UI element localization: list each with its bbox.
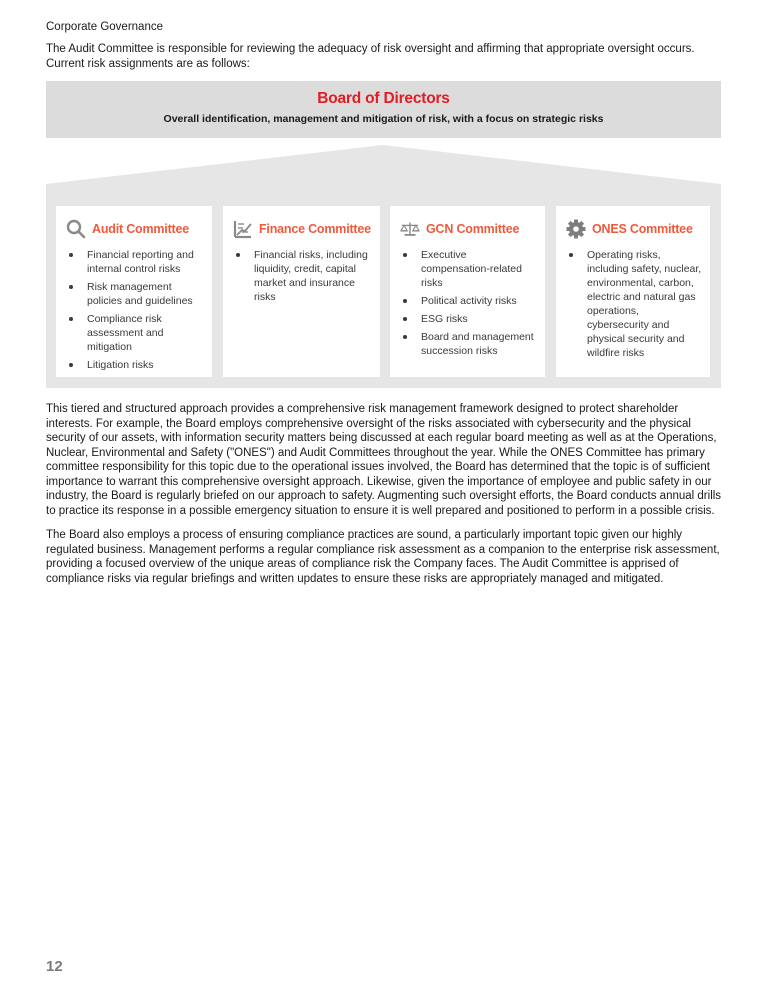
board-title: Board of Directors (317, 90, 450, 107)
committee-card-finance (223, 206, 380, 377)
intro-paragraph: The Audit Committee is responsible for reviewing the adequacy of risk oversight and affirming that appropriate oversight occurs. Current risk assignments are as follows: (46, 43, 695, 70)
risk-list (66, 248, 204, 372)
body-paragraph-1: This tiered and structured approach provides a comprehensive risk management framework designed to protect shareholder interests. For example, the Board employs comprehensive oversight of the risks associated with cybersecurity and the physical security of our assets, with information security matters being discussed at each regular board meeting as well as at the Operations, Nuclear, Environmental and Safety ("ONES") and Audit Committees throughout the year. While the ONES Committee has primary committee responsibility for this topic due to the operational issues involved, the Board has determined that the topic is of sufficient importance to warrant this comprehensive oversight approach. Likewise, given the importance of employee and public safety in our industry, the Board is regularly briefed on our approach to safety. Augmenting such oversight efforts, the Board conducts annual drills to practice its response in a possible emergency situation to ensure it is well prepared and positioned to perform in a possible crisis. (46, 403, 722, 517)
committee-title: GCN Committee (426, 222, 520, 236)
risk-item: Financial risks, including liquidity, credit, capital market and insurance risks (233, 248, 372, 304)
committee-header (566, 218, 702, 240)
committee-card-audit (56, 206, 212, 377)
committee-header (66, 218, 204, 240)
committee-header (400, 218, 537, 240)
risk-list (233, 248, 372, 304)
section-label: Corporate Governance (46, 21, 163, 33)
committees-panel (46, 195, 721, 388)
committee-title: Finance Committee (259, 222, 371, 236)
risk-item: Executive compensation-related risks (400, 248, 537, 290)
board-subtitle: Overall identification, management and mitigation of risk, with a focus on strategic risks (163, 113, 604, 125)
committee-title: Audit Committee (92, 222, 190, 236)
risk-list (566, 248, 702, 360)
roof-shape (0, 0, 768, 200)
chart-trend-icon (233, 219, 253, 239)
risk-item: Political activity risks (400, 294, 537, 308)
risk-item: ESG risks (400, 312, 537, 326)
gear-icon (566, 219, 586, 239)
risk-list (400, 248, 537, 358)
magnifier-icon (66, 219, 86, 239)
scales-icon (400, 219, 420, 239)
roof-polygon (46, 145, 721, 196)
risk-item: Board and management succession risks (400, 330, 537, 358)
risk-item: Financial reporting and internal control risks (66, 248, 204, 276)
committee-header (233, 218, 372, 240)
committee-title: ONES Committee (592, 222, 693, 236)
committee-card-ones (556, 206, 710, 377)
risk-item: Compliance risk assessment and mitigation (66, 312, 197, 354)
page-number: 12 (46, 958, 63, 975)
risk-item: Risk management policies and guidelines (66, 280, 204, 308)
risk-item: Litigation risks (66, 358, 204, 372)
body-paragraph-2: The Board also employs a process of ensuring compliance practices are sound, a particularly important topic given our highly regulated business. Management performs a regular compliance risk assessment as a companion to the enterprise risk assessment, providing a focused overview of the unique areas of compliance risk the Company faces. The Audit Committee is apprised of compliance risks via regular briefings and written updates to ensure these risks are appropriately managed and mitigated. (46, 529, 720, 585)
risk-item: Operating risks, including safety, nuclear, environmental, carbon, electric and natural gas operations, cybersecurity and physical security and wildfire risks (566, 248, 702, 360)
committee-card-gcn (390, 206, 545, 377)
